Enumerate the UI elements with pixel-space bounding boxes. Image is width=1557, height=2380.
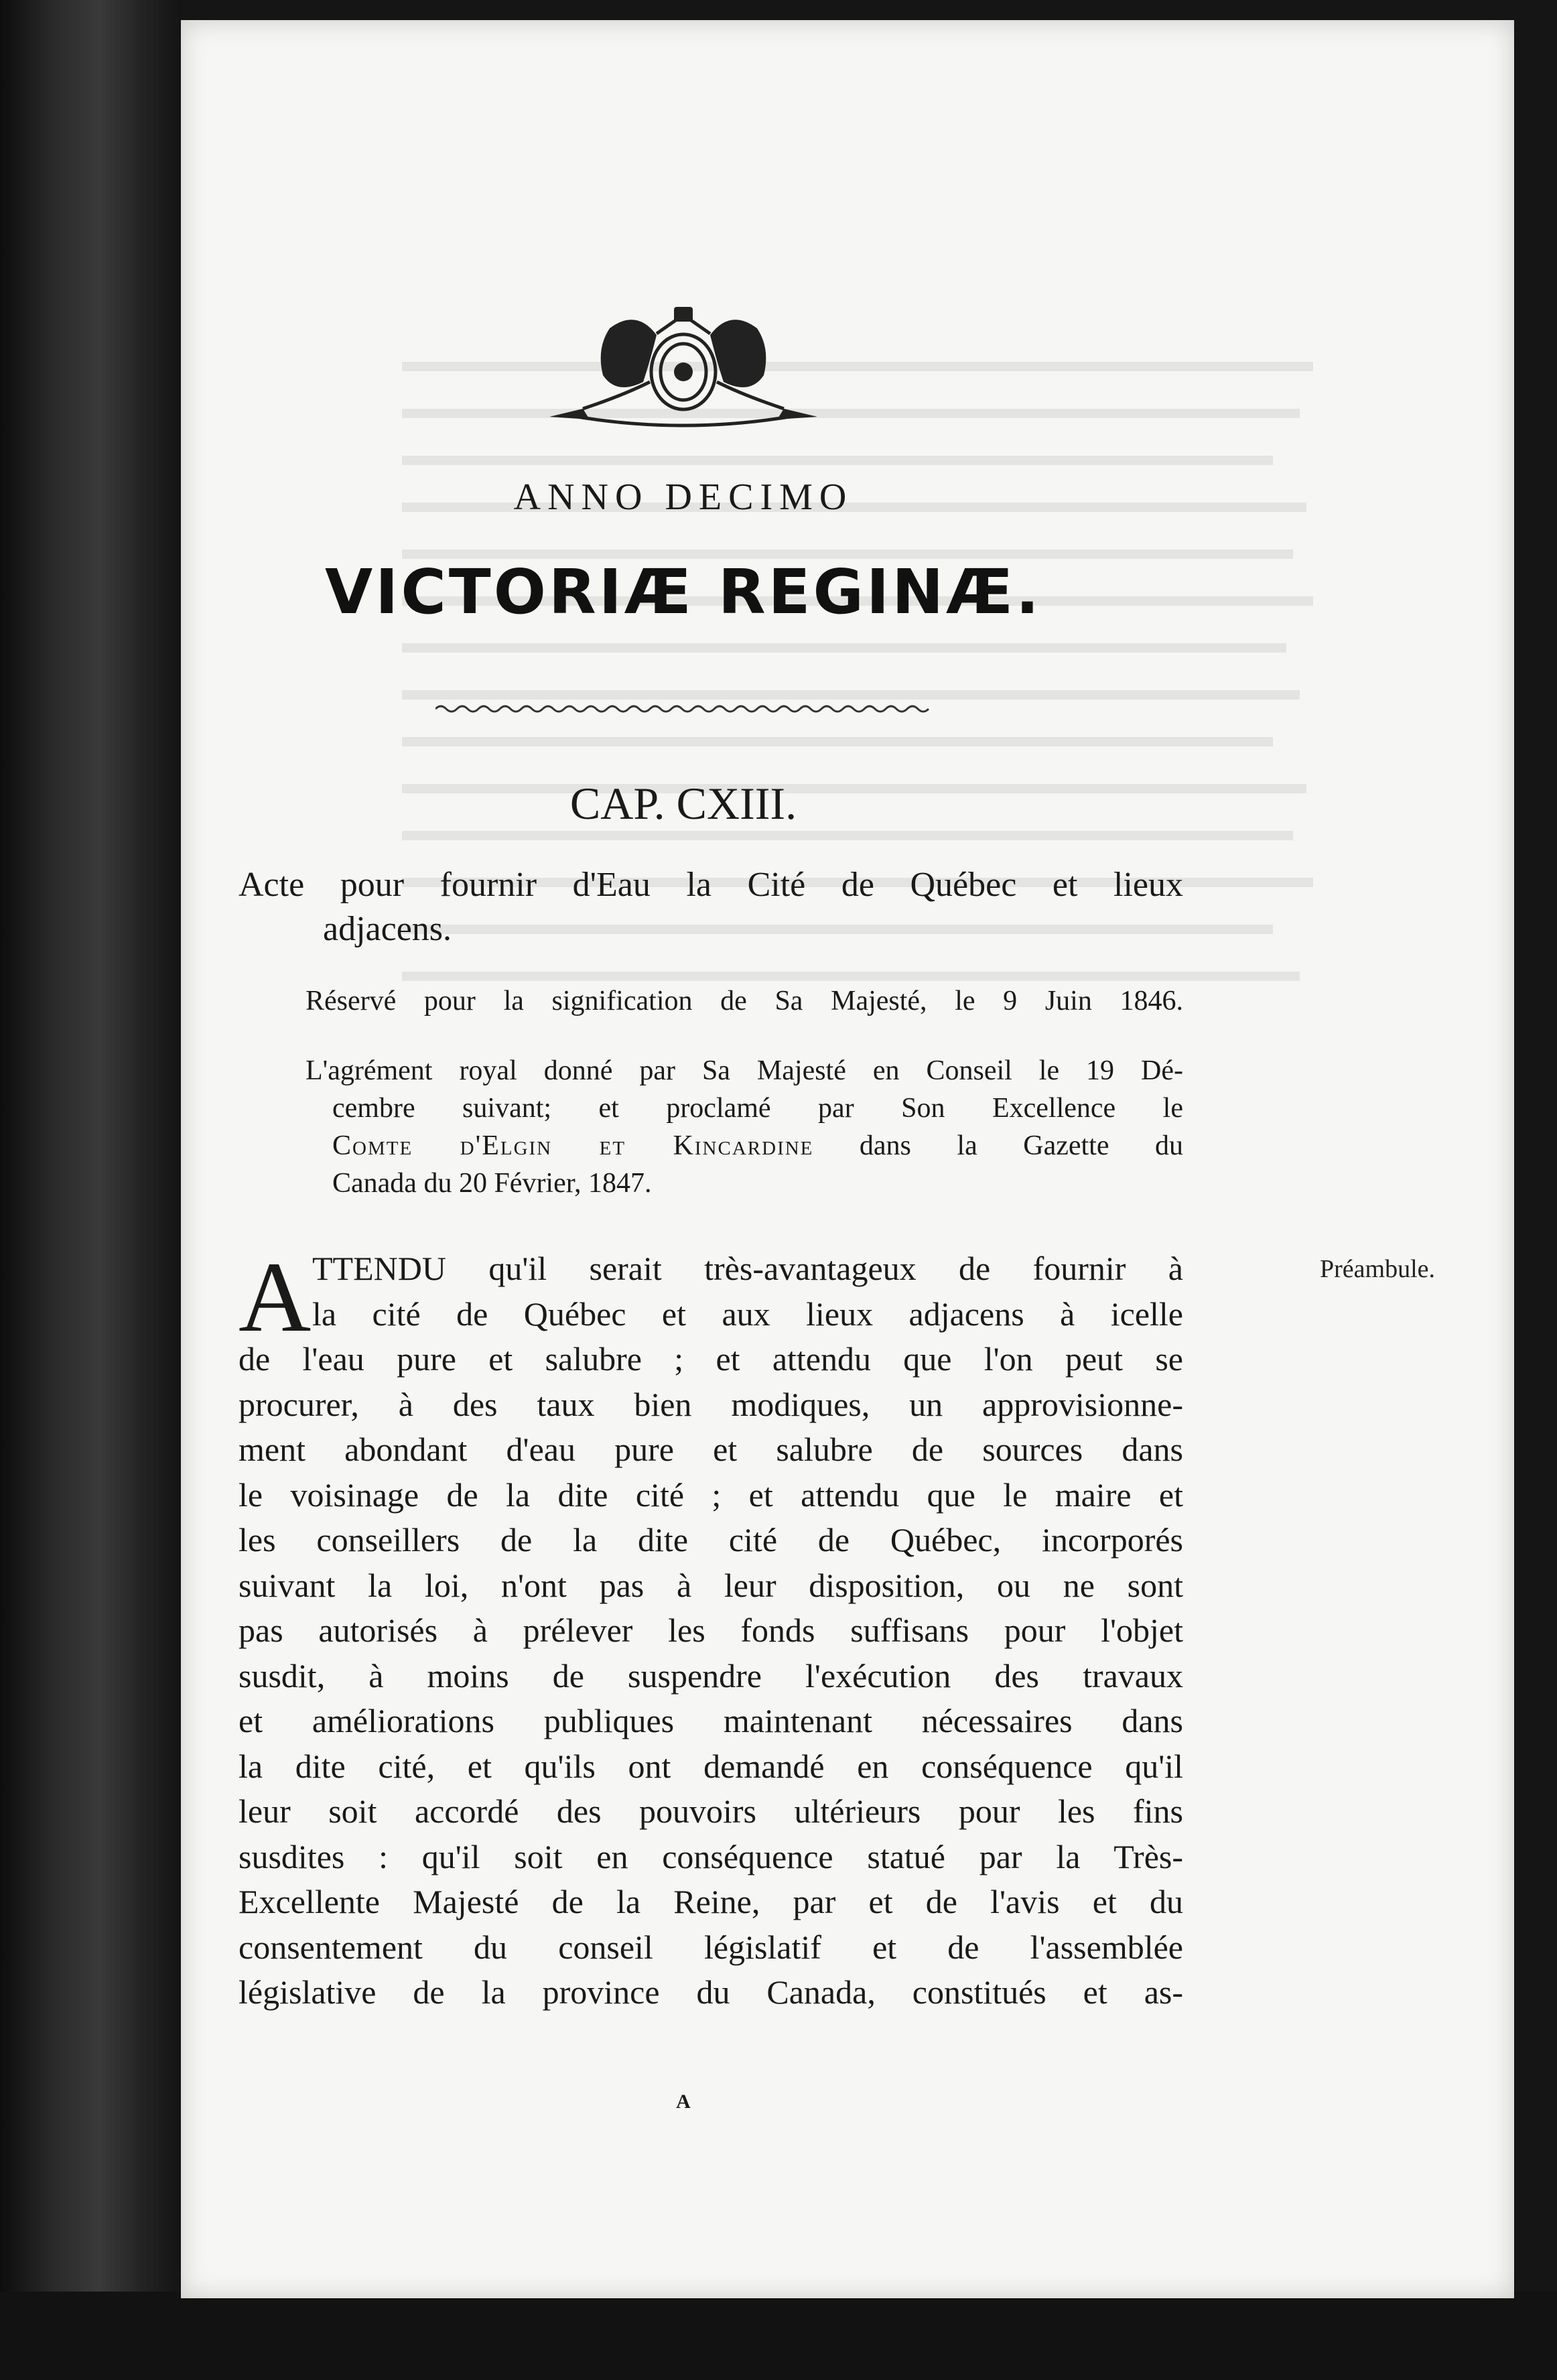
act-title-line: adjacens. (323, 910, 452, 948)
bottom-margin (0, 2292, 1557, 2380)
royal-coat-of-arms-icon (543, 302, 824, 429)
body-line: de l'eau pure et salubre ; et attendu que l'on peut se (239, 1340, 1183, 1378)
body-line: la cité de Québec et aux lieux adjacens à icelle (312, 1295, 1183, 1333)
preamble-body (239, 1242, 1183, 2015)
reign-heading: VICTORIÆ REGINÆ. (324, 556, 1042, 628)
act-title (239, 863, 1183, 951)
body-line: TTENDU qu'il serait très-avantageux de fournir à (312, 1250, 1183, 1287)
body-line: suivant la loi, n'ont pas à leur disposition, ou ne sont (239, 1566, 1183, 1604)
act-title-line: Acte pour fournir d'Eau la Cité de Québec et lieux (239, 866, 1183, 904)
body-line: procurer, à des taux bien modiques, un approvisionne- (239, 1385, 1183, 1423)
body-line: susdit, à moins de suspendre l'exécution des travaux (239, 1656, 1183, 1695)
body-line: législative de la province du Canada, constitués et as- (239, 1973, 1183, 2011)
body-line: le voisinage de la dite cité ; et attendu que le maire et (239, 1475, 1183, 1514)
body-line: les conseillers de la dite cité de Québec, incorporés (239, 1521, 1183, 1559)
anno-heading: ANNO DECIMO (513, 476, 854, 518)
body-line: Excellente Majesté de la Reine, par et de l'avis et du (239, 1883, 1183, 1920)
body-line: ment abondant d'eau pure et salubre de sources dans (239, 1431, 1183, 1468)
assent-line: L'agrément royal donné par Sa Majesté en Conseil le 19 Dé- (306, 1055, 1183, 1086)
body-line: susdites : qu'il soit en conséquence statué par la Très- (239, 1837, 1183, 1875)
body-line: consentement du conseil législatif et de l'assemblée (239, 1928, 1183, 1966)
signature-mark: A (676, 2091, 691, 2113)
reservation-note: Réservé pour la signification de Sa Majesté, le 9 Juin 1846. (306, 986, 1183, 1016)
drop-capital: A (239, 1242, 312, 1353)
document-page (181, 20, 1514, 2298)
assent-line: cembre suivant; et proclamé par Son Excellence le (332, 1093, 1183, 1124)
assent-line: Canada du 20 Février, 1847. (332, 1168, 652, 1199)
earl-name: Comte d'Elgin et Kincardine (332, 1130, 814, 1161)
body-line: et améliorations publiques maintenant nécessaires dans (239, 1702, 1183, 1739)
margin-note-preamble: Préambule. (1320, 1255, 1436, 1283)
assent-line (306, 1127, 1183, 1165)
chapter-number: CAP. CXIII. (569, 778, 797, 829)
royal-assent-note (306, 1052, 1183, 1202)
body-line: la dite cité, et qu'ils ont demandé en conséquence qu'il (239, 1747, 1183, 1785)
wavy-rule-divider (435, 702, 931, 716)
body-line: pas autorisés à prélever les fonds suffisans pour l'objet (239, 1611, 1183, 1649)
binding-edge (0, 0, 181, 2380)
assent-line-rest: dans la Gazette du (813, 1130, 1183, 1161)
body-line: leur soit accordé des pouvoirs ultérieurs pour les fins (239, 1792, 1183, 1830)
